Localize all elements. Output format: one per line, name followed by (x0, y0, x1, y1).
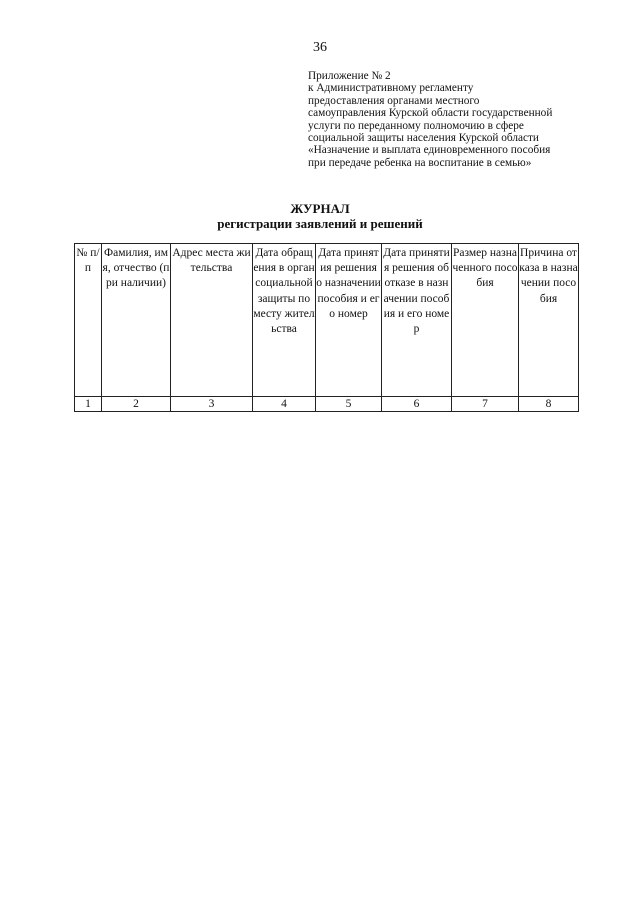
table-header-row (75, 244, 579, 397)
appendix-line: услуги по переданному полномочию в сфере (308, 119, 524, 132)
column-number-cell: 8 (519, 397, 579, 412)
column-number-cell: 3 (171, 397, 253, 412)
appendix-line: самоуправления Курской области государственной (308, 107, 553, 120)
column-number-cell: 6 (382, 397, 452, 412)
column-number-cell: 1 (75, 397, 102, 412)
column-number-cell: 5 (316, 397, 382, 412)
appendix-line: «Назначение и выплата единовременного пособия (308, 144, 551, 157)
journal-title-main: ЖУРНАЛ (290, 201, 350, 216)
header-cell-decision-refusal (382, 244, 452, 397)
page-number: 36 (313, 40, 327, 55)
header-cell-label: Дата обращения в орган социальной защиты по месту жительства (253, 247, 315, 336)
column-number-cell: 2 (102, 397, 171, 412)
journal-table (74, 243, 579, 412)
header-cell-benefit-amount (452, 244, 519, 397)
header-cell-label: Фамилия, имя, отчество (при наличии) (102, 247, 170, 290)
header-cell-number (75, 244, 102, 397)
column-number-cell: 7 (452, 397, 519, 412)
header-cell-label: Дата принятия решения о назначении пособия и его номер (316, 247, 381, 320)
column-number-row (75, 397, 579, 412)
header-cell-refusal-reason (519, 244, 579, 397)
appendix-line: социальной защиты населения Курской области (308, 132, 539, 145)
header-cell-application-date (253, 244, 316, 397)
header-cell-label: Размер назначенного пособия (452, 247, 518, 290)
header-cell-label: № п/п (76, 247, 100, 275)
appendix-line: к Административному регламенту (308, 82, 474, 95)
header-cell-label: Причина отказа в назначении пособия (519, 247, 578, 305)
header-cell-label: Дата принятия решения об отказе в назначении пособия и его номер (383, 247, 450, 336)
header-cell-label: Адрес места жительства (172, 247, 251, 275)
column-number-cell: 4 (253, 397, 316, 412)
appendix-block (308, 70, 608, 169)
header-cell-address (171, 244, 253, 397)
appendix-line: Приложение № 2 (308, 70, 391, 82)
journal-title-subtitle: регистрации заявлений и решений (217, 216, 423, 231)
header-cell-decision-grant (316, 244, 382, 397)
header-cell-full-name (102, 244, 171, 397)
journal-title (0, 201, 640, 231)
appendix-line: при передаче ребенка на воспитание в семью» (308, 156, 532, 169)
appendix-line: предоставления органами местного (308, 94, 480, 107)
